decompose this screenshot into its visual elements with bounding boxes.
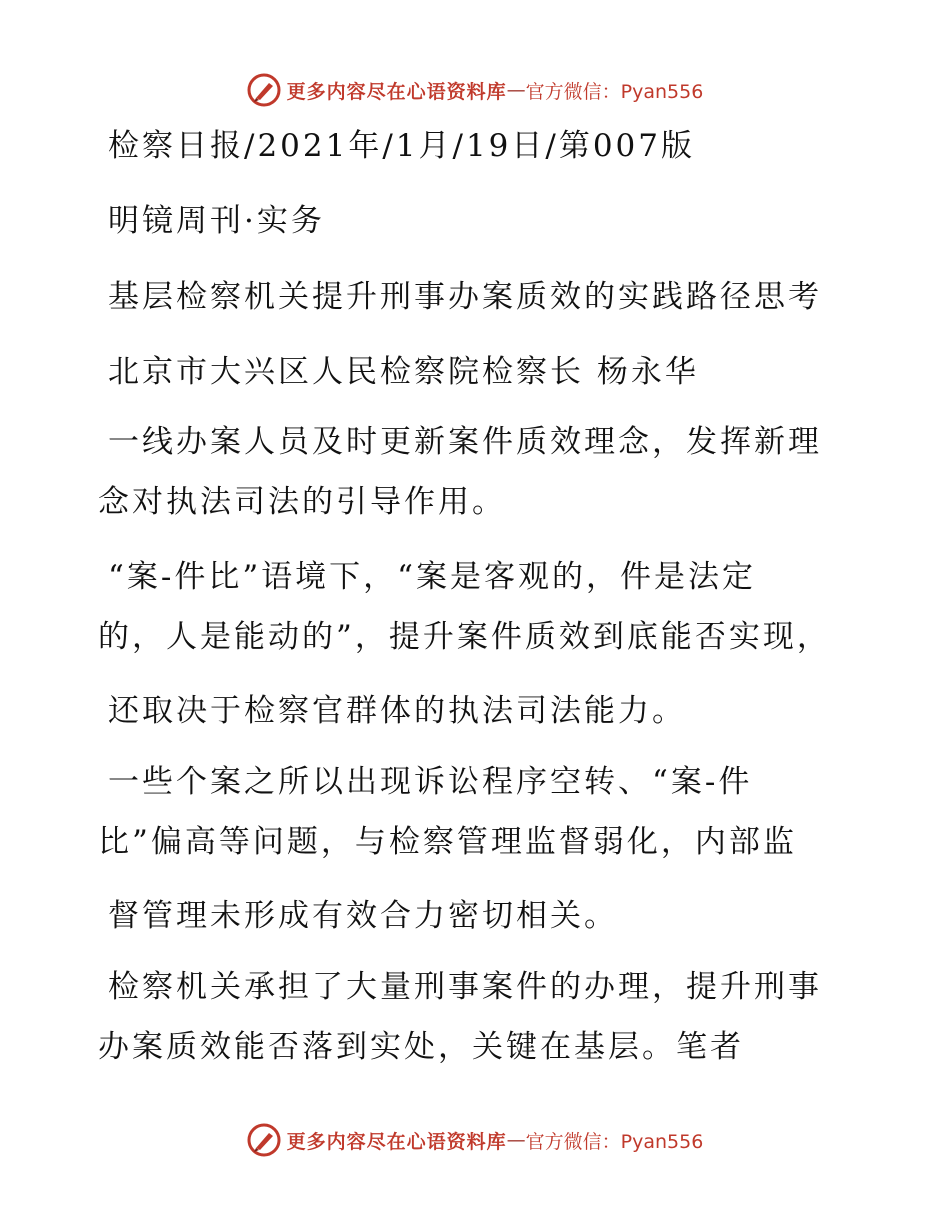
- paragraph-line: 比”偏高等问题，与检察管理监督弱化，内部监: [98, 824, 797, 860]
- watermark-text: 更多内容尽在心语资料库: [286, 1130, 507, 1153]
- paragraph-line: 念对执法司法的引导作用。: [98, 484, 506, 520]
- paragraph-line: 办案质效能否落到实处，关键在基层。笔者: [98, 1029, 744, 1065]
- paragraph-line: 还取决于检察官群体的执法司法能力。: [108, 693, 686, 729]
- paragraph-line: 检察机关承担了大量刑事案件的办理，提升刑事: [108, 969, 822, 1005]
- pen-logo-icon: [247, 73, 281, 107]
- article-title: 基层检察机关提升刑事办案质效的实践路径思考: [108, 279, 822, 315]
- watermark-suffix: 官方微信：Pyan556: [525, 1130, 704, 1153]
- watermark-footer: [0, 1120, 950, 1160]
- pen-logo-icon: [247, 1123, 281, 1157]
- newspaper-source: 检察日报/2021年/1月/19日/第007版: [108, 128, 696, 164]
- paragraph-line: “案-件比”语境下，“案是客观的，件是法定: [108, 559, 757, 595]
- watermark-separator: —: [506, 79, 526, 101]
- watermark-suffix: 官方微信：Pyan556: [525, 80, 704, 103]
- watermark-text: 更多内容尽在心语资料库: [286, 80, 507, 103]
- paragraph-line: 督管理未形成有效合力密切相关。: [108, 898, 618, 934]
- watermark-header: [0, 70, 950, 110]
- article-author: 北京市大兴区人民检察院检察长 杨永华: [108, 354, 699, 390]
- paragraph-line: 的，人是能动的”，提升案件质效到底能否实现，: [98, 619, 831, 655]
- paragraph-line: 一些个案之所以出现诉讼程序空转、“案-件: [108, 764, 753, 800]
- watermark-separator: —: [506, 1129, 526, 1151]
- column-name: 明镜周刊·实务: [108, 203, 325, 239]
- paragraph-line: 一线办案人员及时更新案件质效理念，发挥新理: [108, 424, 822, 460]
